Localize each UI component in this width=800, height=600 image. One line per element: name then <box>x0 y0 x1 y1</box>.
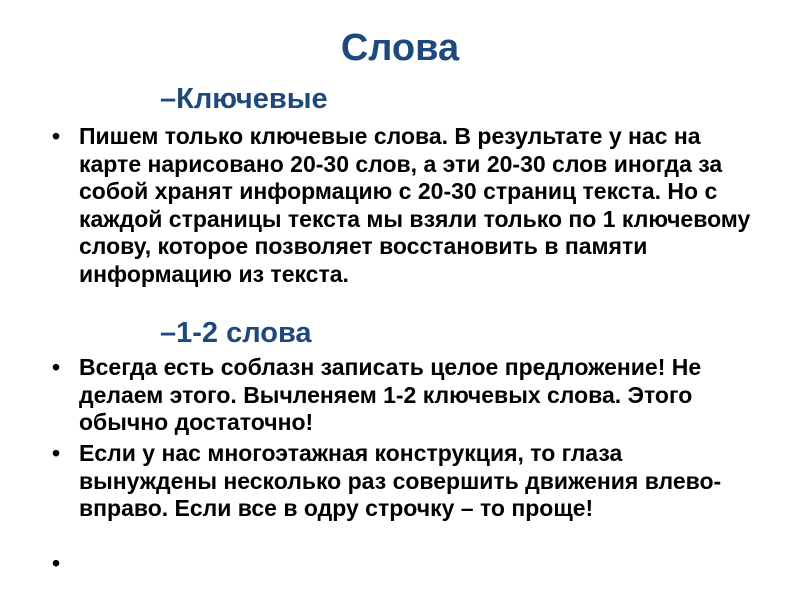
bullet-text: Пишем только ключевые слова. В результате у нас на карте нарисовано 20-30 слов, а эти 20-30 слов иногда за собой хранят информацию с 20-30 страниц текста. Но с каждой страницы текста мы взяли только по 1 ключевому слову, которое позволяет восстановить в памяти информацию из текста. <box>79 123 751 287</box>
bullet-icon: • <box>52 550 61 576</box>
bullet-text: Всегда есть соблазн записать целое предложение! Не делаем этого. Вычленяем 1-2 ключевых слова. Этого обычно достаточно! <box>79 354 702 435</box>
bullet-text: Если у нас многоэтажная конструкция, то глаза вынуждены несколько раз совершить движения влево-вправо. Если все в одру строчку – то проще! <box>79 440 722 521</box>
slide-title: Слова <box>340 27 460 69</box>
bullet-icon: • <box>52 123 61 149</box>
bullet-icon: • <box>52 440 61 466</box>
bullet-item-temptation <box>52 354 752 437</box>
subheading-one-two-words: –1-2 слова <box>160 317 312 349</box>
bullet-item-keywords <box>52 123 752 288</box>
bullet-item-multistorey <box>52 440 752 523</box>
bullet-icon: • <box>52 354 61 380</box>
subheading-keywords: –Ключевые <box>160 83 328 115</box>
